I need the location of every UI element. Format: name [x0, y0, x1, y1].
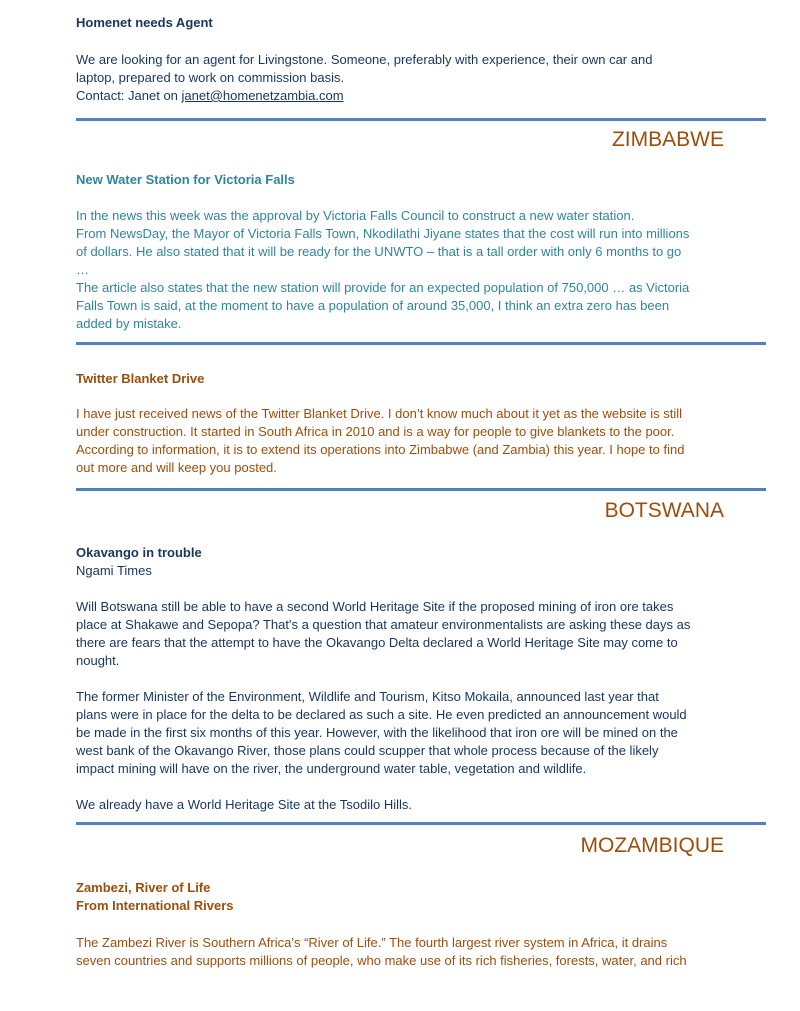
- body-line: be made in the first six months of this year. However, with the likelihood that iron ore will be mined on the: [76, 725, 678, 740]
- water-station-article: [76, 171, 766, 189]
- body-line: The Zambezi River is Southern Africa’s “River of Life.” The fourth largest river system in Africa, it drains: [76, 935, 668, 950]
- article-source: Ngami Times: [76, 563, 152, 578]
- article-title: New Water Station for Victoria Falls: [76, 172, 295, 187]
- body-line: We already have a World Heritage Site at the Tsodilo Hills.: [76, 797, 413, 812]
- body-line: added by mistake.: [76, 316, 182, 331]
- body-line: We are looking for an agent for Livingstone. Someone, preferably with experience, their own car and: [76, 52, 653, 67]
- contact-line: [76, 87, 766, 105]
- body-line: I have just received news of the Twitter Blanket Drive. I don’t know much about it yet as the website is still: [76, 406, 682, 421]
- country-heading-botswana: BOTSWANA: [604, 499, 724, 522]
- body-line: out more and will keep you posted.: [76, 460, 277, 475]
- article-title: Okavango in trouble: [76, 545, 202, 560]
- body-line: under construction. It started in South Africa in 2010 and is a way for people to give blankets to the poor.: [76, 424, 675, 439]
- okavango-paragraph-1: [76, 598, 766, 670]
- body-line: In the news this week was the approval by Victoria Falls Council to construct a new water station.: [76, 208, 635, 223]
- body-line: According to information, it is to extend its operations into Zimbabwe (and Zambia) this year. I hope to find: [76, 442, 685, 457]
- okavango-article: [76, 544, 766, 580]
- twitter-blanket-body: [76, 405, 766, 477]
- body-line: nought.: [76, 653, 120, 668]
- contact-email-link[interactable]: janet@homenetzambia.com: [181, 88, 344, 103]
- body-line: The article also states that the new station will provide for an expected population of 750,000 … as Victoria: [76, 280, 690, 295]
- article-title: Zambezi, River of Life: [76, 880, 211, 895]
- article-subtitle: From International Rivers: [76, 898, 234, 913]
- body-line: west bank of the Okavango River, those plans could scupper that whole process because of the likely: [76, 743, 659, 758]
- body-line: …: [76, 262, 89, 277]
- section-divider: [76, 822, 766, 825]
- contact-label: Contact: Janet on: [76, 88, 182, 103]
- body-line: Will Botswana still be able to have a second World Heritage Site if the proposed mining of iron ore takes: [76, 599, 674, 614]
- body-line: Falls Town is said, at the moment to have a population of around 35,000, I think an extra zero has been: [76, 298, 670, 313]
- section-divider: [76, 342, 766, 345]
- body-line: impact mining will have on the river, the underground water table, vegetation and wildlife.: [76, 761, 587, 776]
- country-heading-zimbabwe: ZIMBABWE: [611, 128, 724, 151]
- body-line: there are fears that the attempt to have the Okavango Delta declared a World Heritage Site may come to: [76, 635, 678, 650]
- okavango-paragraph-2: [76, 688, 766, 778]
- article-title: Homenet needs Agent: [76, 15, 213, 30]
- section-divider: [76, 118, 766, 121]
- country-heading-mozambique: MOZAMBIQUE: [580, 834, 724, 857]
- section-divider: [76, 488, 766, 491]
- body-line: place at Shakawe and Sepopa? That's a question that amateur environmentalists are asking these days as: [76, 617, 691, 632]
- body-line: plans were in place for the delta to be declared as such a site. He even predicted an announcement would: [76, 707, 687, 722]
- body-line: The former Minister of the Environment, Wildlife and Tourism, Kitso Mokaila, announced last year that: [76, 689, 659, 704]
- body-line: of dollars. He also stated that it will be ready for the UNWTO – that is a tall order with only 6 months to go: [76, 244, 682, 259]
- zambezi-body: [76, 934, 766, 970]
- article-title: Twitter Blanket Drive: [76, 371, 205, 386]
- homenet-article: [76, 14, 766, 32]
- zambezi-article: [76, 879, 766, 915]
- body-line: seven countries and supports millions of people, who make use of its rich fisheries, forests, water, and rich: [76, 953, 687, 968]
- body-line: laptop, prepared to work on commission basis.: [76, 70, 345, 85]
- body-line: From NewsDay, the Mayor of Victoria Falls Town, Nkodilathi Jiyane states that the cost will run into millions: [76, 226, 690, 241]
- okavango-paragraph-3: [76, 796, 766, 814]
- water-station-body: [76, 207, 766, 333]
- twitter-blanket-article: [76, 370, 766, 388]
- homenet-body: [76, 51, 766, 105]
